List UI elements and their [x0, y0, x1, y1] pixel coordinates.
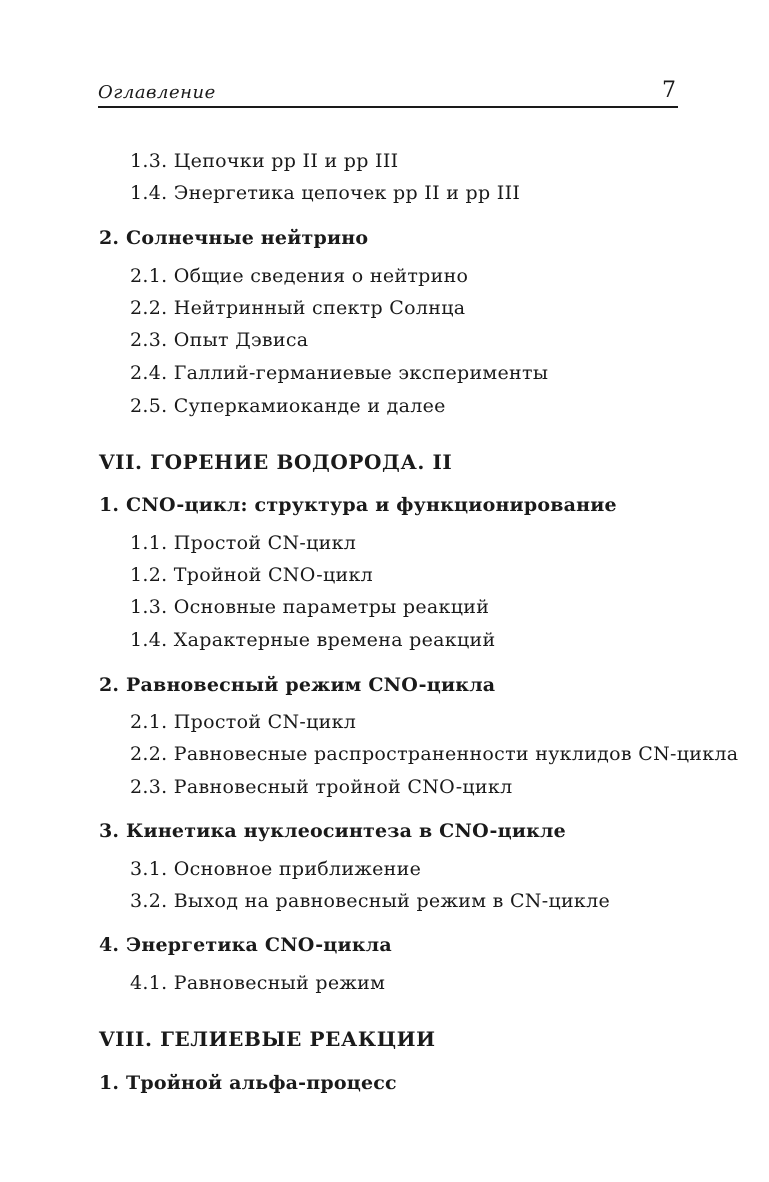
toc-subsection: 3.2. Выход на равновесный режим в CN-цикле: [130, 890, 611, 912]
toc-subsection: 1.4. Характерные времена реакций: [130, 629, 496, 651]
toc-subsection: 1.1. Простой CN-цикл: [130, 532, 357, 554]
toc-section: 2. Равновесный режим CNO-цикла: [99, 674, 496, 696]
toc-section: 2. Солнечные нейтрино: [99, 227, 369, 249]
toc-chapter: VIII. ГЕЛИЕВЫЕ РЕАКЦИИ: [99, 1027, 436, 1051]
toc-subsection: 1.2. Тройной CNO-цикл: [130, 564, 374, 586]
toc-subsection: 2.4. Галлий-германиевые эксперименты: [130, 362, 549, 384]
running-header-title: Оглавление: [98, 82, 216, 103]
toc-subsection: 1.4. Энергетика цепочек pp II и pp III: [130, 182, 521, 204]
toc-section: 1. Тройной альфа-процесс: [99, 1072, 397, 1094]
toc-section: 3. Кинетика нуклеосинтеза в CNO-цикле: [99, 820, 566, 842]
toc-subsection: 2.1. Общие сведения о нейтрино: [130, 265, 469, 287]
toc-subsection: 1.3. Основные параметры реакций: [130, 596, 490, 618]
toc-section: 1. CNO-цикл: структура и функционирование: [99, 494, 617, 516]
toc-subsection: 2.2. Нейтринный спектр Солнца: [130, 297, 466, 319]
toc-subsection: 2.1. Простой CN-цикл: [130, 711, 357, 733]
toc-section: 4. Энергетика CNO-цикла: [99, 934, 392, 956]
toc-subsection: 4.1. Равновесный режим: [130, 972, 386, 994]
toc-subsection: 2.3. Равновесный тройной CNO-цикл: [130, 776, 513, 798]
toc-subsection: 3.1. Основное приближение: [130, 858, 422, 880]
running-header: [98, 80, 678, 108]
toc-subsection: 2.3. Опыт Дэвиса: [130, 329, 309, 351]
toc-chapter: VII. ГОРЕНИЕ ВОДОРОДА. II: [99, 450, 453, 474]
toc-subsection: 2.2. Равновесные распространенности нуклидов CN-цикла: [130, 743, 739, 765]
toc-subsection: 2.5. Суперкамиоканде и далее: [130, 395, 446, 417]
page-number: 7: [662, 78, 676, 103]
toc-subsection: 1.3. Цепочки pp II и pp III: [130, 150, 399, 172]
